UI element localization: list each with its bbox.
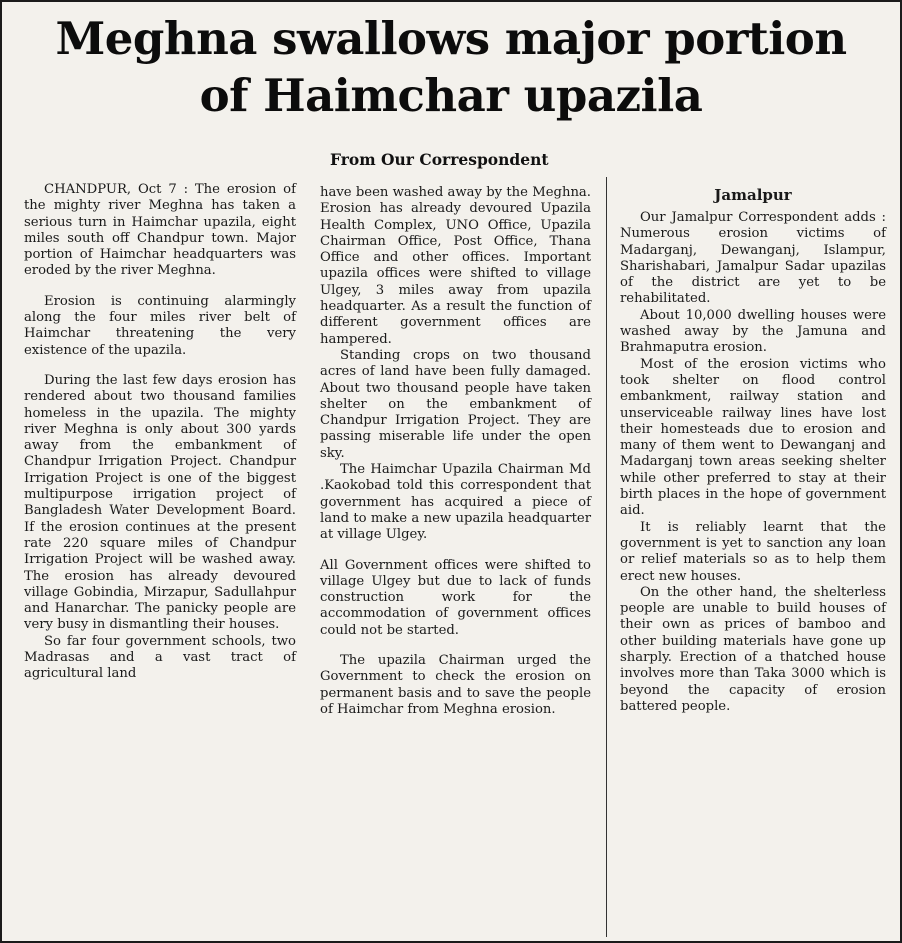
paragraph: So far four government schools, two Madrasas and a vast tract of agricultural land bbox=[24, 633, 296, 682]
headline-line-1: Meghna swallows major portion bbox=[55, 12, 847, 65]
article-column-1 bbox=[24, 182, 296, 683]
headline bbox=[14, 10, 888, 124]
paragraph: have been washed away by the Meghna. Erosion has already devoured Upazila Health Complex, UNO Office, Upazila Chairman Office, Post Office, Thana Office and other offices. Important upazila offices were shifted to village Ulgey, 3 miles away from upazila headquarter. As a result the function of different government offices are hampered. bbox=[320, 185, 591, 347]
section-subhead: Jamalpur bbox=[714, 186, 792, 204]
paragraph: Erosion is continuing alarmingly along the four miles river belt of Haimchar threatening the very existence of the upazila. bbox=[24, 293, 296, 358]
paragraph: Our Jamalpur Correspondent adds : Numerous erosion victims of Madarganj, Dewanganj, Islampur, Sharishabari, Jamalpur Sadar upazilas of the district are yet to be rehabilitated. bbox=[620, 210, 886, 307]
paragraph: Most of the erosion victims who took shelter on flood control embankment, railway station and unserviceable railway lines have lost their homesteads due to erosion and many of them went to Dewanganj and Madarganj town areas seeking shelter while other preferred to stay at their birth places in the hope of government aid. bbox=[620, 356, 886, 519]
paragraph: Standing crops on two thousand acres of land have been fully damaged. About two thousand people have taken shelter on the embankment of Chandpur Irrigation Project. They are passing miserable life under the open sky. bbox=[320, 347, 591, 461]
article-column-3 bbox=[620, 186, 886, 715]
paragraph: The Haimchar Upazila Chairman Md .Kaokobad told this correspondent that government has acquired a piece of land to make a new upazila headquarter at village Ulgey. bbox=[320, 462, 591, 543]
paragraph: The upazila Chairman urged the Government to check the erosion on permanent basis and to save the people of Haimchar from Meghna erosion. bbox=[320, 653, 591, 717]
paragraph: CHANDPUR, Oct 7 : The erosion of the mighty river Meghna has taken a serious turn in Haimchar upazila, eight miles south off Chandpur town. Major portion of Haimchar headquarters was eroded by the river Meghna. bbox=[24, 182, 296, 279]
paragraph: During the last few days erosion has rendered about two thousand families homeless in the upazila. The mighty river Meghna is only about 300 yards away from the embankment of Chandpur Irrigation Project. Chandpur Irrigation Project is one of the biggest multipurpose irrigation project of Bangladesh Water Development Board. If the erosion continues at the present rate 220 square miles of Chandpur Irrigation Project will be washed away. The erosion has already devoured village Gobindia, Mirzapur, Sadullahpur and Hanarchar. The panicky people are very busy in dismantling their houses. bbox=[24, 372, 296, 633]
paragraph: It is reliably learnt that the government is yet to sanction any loan or relief materials so as to help them erect new houses. bbox=[620, 519, 886, 584]
headline-line-2: of Haimchar upazila bbox=[199, 69, 703, 122]
paragraph: About 10,000 dwelling houses were washed away by the Jamuna and Brahmaputra erosion. bbox=[620, 307, 886, 356]
byline: From Our Correspondent bbox=[330, 150, 549, 169]
article-column-2 bbox=[320, 185, 591, 718]
column-divider bbox=[606, 177, 607, 937]
paragraph: All Government offices were shifted to village Ulgey but due to lack of funds construction work for the accommodation of government offices could not be started. bbox=[320, 557, 591, 638]
paragraph: On the other hand, the shelterless people are unable to build houses of their own as prices of bamboo and other building materials have gone up sharply. Erection of a thatched house involves more than Taka 3000 which is beyond the capacity of erosion battered people. bbox=[620, 584, 886, 714]
